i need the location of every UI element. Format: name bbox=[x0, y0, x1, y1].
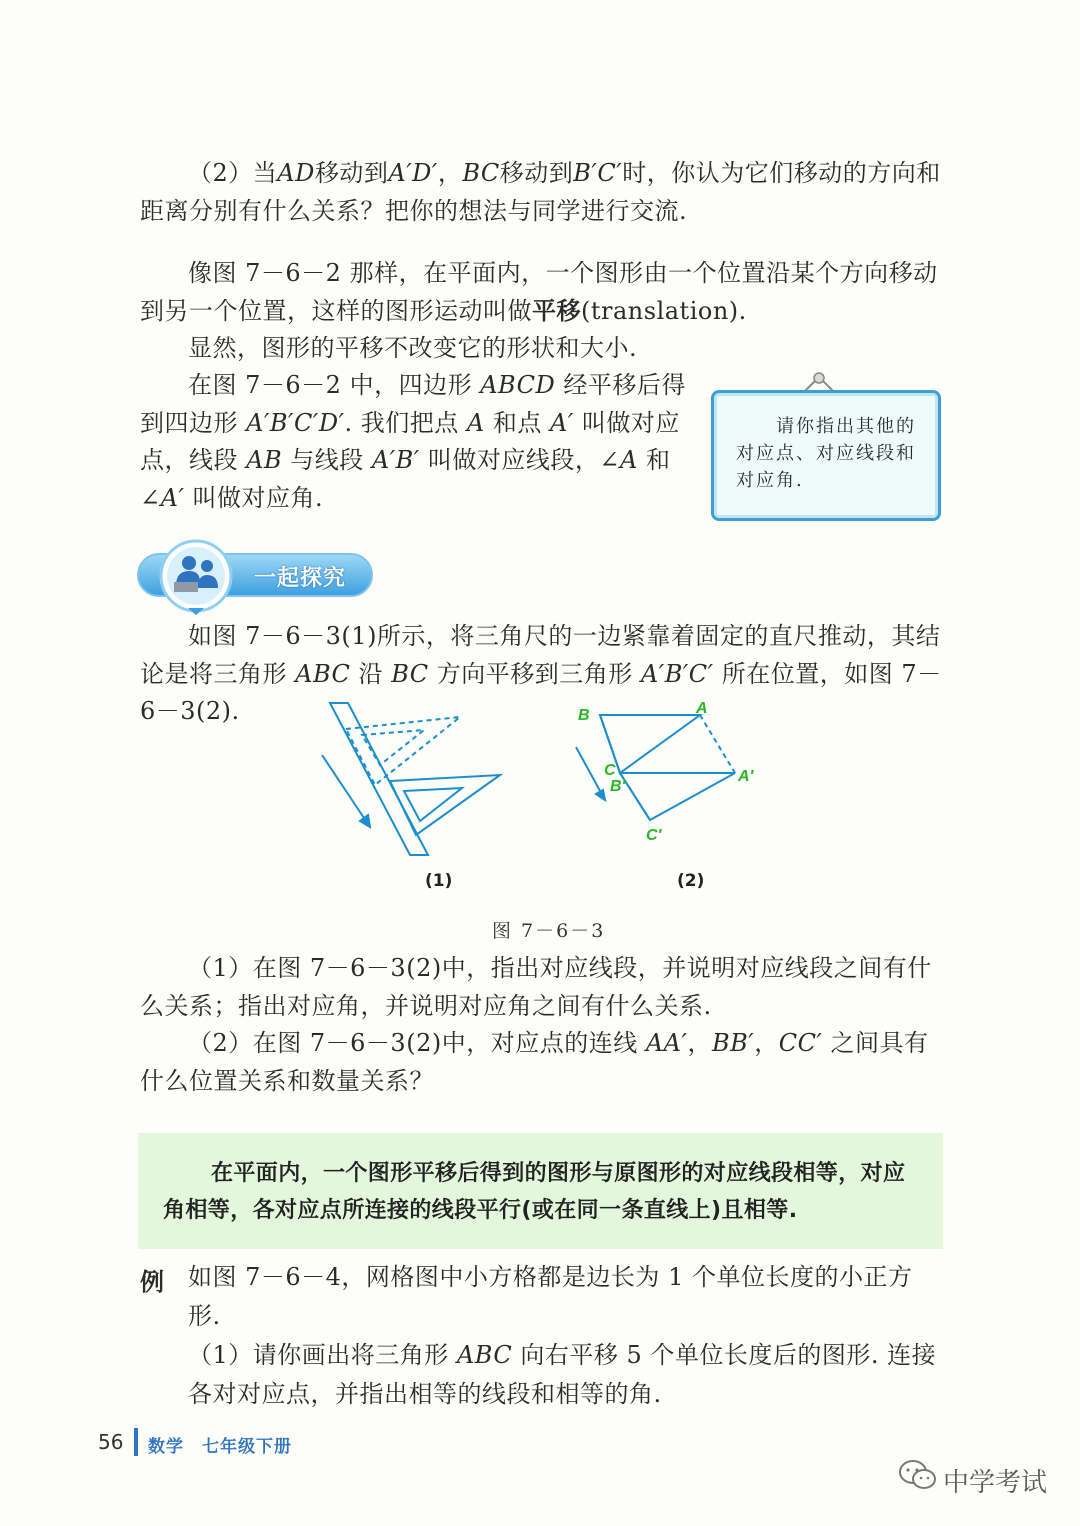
obvious-statement: 显然，图形的平移不改变它的形状和大小. bbox=[188, 334, 638, 362]
arrow-head-2 bbox=[596, 790, 605, 800]
text: 在图 7－6－2 中，四边形 bbox=[188, 371, 481, 399]
definition-english: (translation). bbox=[581, 296, 747, 325]
text: 与线段 bbox=[282, 446, 372, 474]
footer-divider bbox=[134, 1428, 138, 1456]
q2-text: 移动到 bbox=[499, 159, 574, 187]
text: 之间具有什么位置关系和数量关系？ bbox=[140, 1029, 929, 1095]
text: 叫做对应点，线段 bbox=[140, 408, 680, 474]
segment-aap bbox=[700, 715, 735, 773]
text: 如图 7－6－3(1)所示，将三角尺的一边紧靠着固定的直尺推动，其结论是将三角形 bbox=[140, 622, 941, 688]
point-label-cp: C′ bbox=[646, 827, 662, 844]
segment-ccp-label: CC′ bbox=[778, 1029, 823, 1057]
text: 和 bbox=[637, 446, 671, 474]
text: 所在位置，如图 7－6－3(2). bbox=[140, 659, 942, 725]
text: 和点 bbox=[484, 408, 551, 437]
triangle-abc: ABC bbox=[295, 659, 351, 688]
q2-text: 时，你认为它们移动的方向和距离分别有什么关系？把你的想法与同学进行交流. bbox=[140, 159, 941, 225]
example-paragraph bbox=[188, 1258, 945, 1414]
triangle-ruler-new bbox=[390, 775, 500, 835]
watermark bbox=[898, 1458, 1058, 1498]
explore-title: 一起探究 bbox=[254, 566, 347, 591]
note-text: 请你指出其他的对应点、对应线段和对应角. bbox=[736, 416, 916, 491]
text: 叫做对应角. bbox=[184, 483, 324, 512]
triangle-abcp: A′B′C′ bbox=[640, 659, 714, 688]
angle-ap: ∠A′ bbox=[140, 483, 185, 512]
triangle-ruler-new-inner bbox=[404, 788, 462, 821]
text: 沿 bbox=[350, 659, 392, 688]
segment-ab: AB bbox=[246, 446, 283, 474]
text: （2）在图 7－6－3(2)中，对应点的连线 bbox=[188, 1029, 646, 1057]
point-label-bp: B′ bbox=[610, 778, 626, 795]
task-1: （1）在图 7－6－3(2)中，指出对应线段，并说明对应线段之间有什么关系；指出对应角，并说明对应角之间有什么关系. bbox=[140, 954, 932, 1020]
text: ， bbox=[687, 1029, 712, 1057]
triangle-abcp bbox=[620, 773, 735, 820]
example-tag: 例 bbox=[140, 1268, 164, 1296]
correspondence-paragraph bbox=[140, 367, 690, 517]
tasks-paragraph bbox=[140, 950, 945, 1100]
quad-abcd: ABCD bbox=[480, 371, 556, 399]
arrow-head-1 bbox=[360, 815, 370, 827]
q2-prefix: （2）当 bbox=[188, 159, 278, 187]
figure-caption: 图 7－6－3 bbox=[492, 920, 606, 942]
example-part-1 bbox=[188, 1336, 945, 1414]
segment-adp: A′D′ bbox=[388, 159, 438, 187]
figure-2-translation bbox=[576, 715, 735, 820]
text: 向右平移 5 个单位长度后的图形. 连接各对对应点，并指出相等的线段和相等的角. bbox=[188, 1341, 937, 1408]
angle-a: ∠A bbox=[599, 446, 638, 474]
figure-1-ruler-triangle bbox=[322, 703, 500, 855]
example-line-1: 如图 7－6－4，网格图中小方格都是边长为 1 个单位长度的小正方形. bbox=[188, 1263, 913, 1330]
segment-abp: A′B′ bbox=[371, 446, 420, 474]
text: （1）请你画出将三角形 bbox=[188, 1341, 457, 1369]
conclusion-box bbox=[138, 1133, 943, 1249]
note-box bbox=[711, 390, 941, 521]
definition-paragraph bbox=[140, 255, 945, 368]
quad-abcdp: A′B′C′D′ bbox=[246, 408, 345, 437]
q2-comma: ， bbox=[437, 159, 463, 187]
segment-aap-label: AA′ bbox=[645, 1029, 688, 1057]
question-2 bbox=[140, 155, 945, 230]
segment-bc: BC bbox=[462, 159, 500, 187]
segment-bc: BC bbox=[391, 659, 429, 688]
point-label-a: A bbox=[696, 700, 708, 717]
task-2 bbox=[140, 1025, 945, 1100]
segment-ad: AD bbox=[277, 159, 315, 187]
definition-text: 像图 7－6－2 那样，在平面内，一个图形由一个位置沿某个方向移动到另一个位置，这样的图形运动叫做 bbox=[140, 259, 938, 325]
watermark-text: 中学考试 bbox=[943, 1468, 1048, 1498]
conclusion-text: 在平面内，一个图形平移后得到的图形与原图形的对应线段相等，对应角相等，各对应点所连接的线段平行(或在同一条直线上)且相等. bbox=[163, 1161, 906, 1223]
q2-text: 移动到 bbox=[314, 159, 389, 187]
point-ap: A′ bbox=[550, 408, 574, 437]
point-a: A bbox=[466, 408, 485, 437]
figure-label-2: (2) bbox=[677, 871, 705, 891]
figure-7-6-3 bbox=[300, 695, 800, 895]
point-label-c: C bbox=[604, 762, 616, 779]
wechat-icon bbox=[898, 1458, 938, 1492]
text: . 我们把点 bbox=[344, 408, 467, 437]
text: ， bbox=[754, 1029, 779, 1057]
triangle-ruler-old bbox=[346, 717, 460, 785]
point-label-ap: A′ bbox=[738, 768, 754, 785]
point-label-b: B bbox=[578, 707, 590, 724]
figure-label-1: (1) bbox=[425, 871, 453, 891]
text: 经平移后得到四边形 bbox=[140, 371, 686, 437]
term-translation: 平移 bbox=[532, 296, 581, 325]
book-title: 数学 七年级下册 bbox=[148, 1437, 292, 1457]
segment-bcp: B′C′ bbox=[573, 159, 623, 187]
triangle-abc: ABC bbox=[456, 1341, 513, 1369]
segment-bbp-label: BB′ bbox=[711, 1029, 755, 1057]
text: 叫做对应线段， bbox=[419, 446, 600, 474]
text: 方向平移到三角形 bbox=[428, 659, 641, 688]
page-number: 56 bbox=[98, 1430, 124, 1454]
